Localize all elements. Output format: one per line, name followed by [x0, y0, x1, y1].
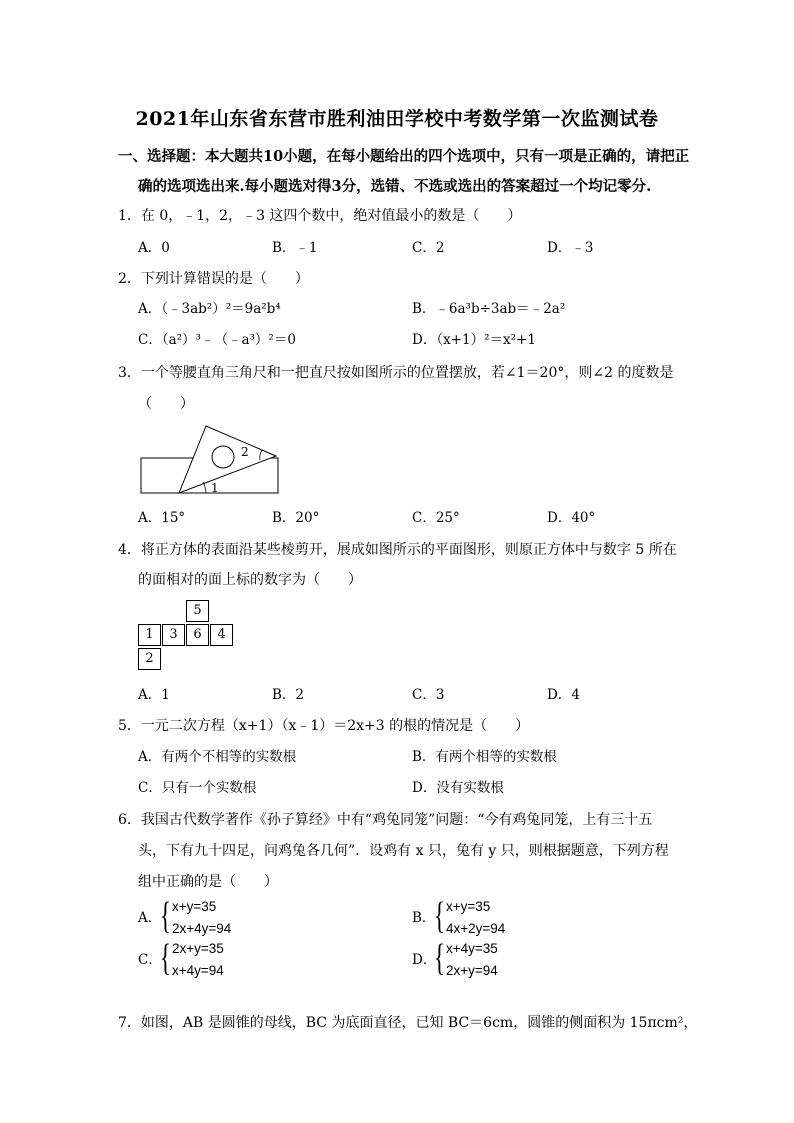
q2-option-b: B．﹣6a³b÷3ab＝﹣2a² [412, 301, 566, 317]
q1-option-c: C．2 [412, 240, 445, 256]
q3-option-a: A．15° [138, 510, 186, 526]
q1-stem: 1．在 0，﹣1，2，﹣3 这四个数中，绝对值最小的数是（ ） [118, 208, 522, 224]
cube-face-cell: 3 [162, 624, 185, 646]
q4-option-b: B．2 [272, 687, 305, 703]
q6-option-c-brace: { [160, 937, 171, 979]
cube-face-cell: 2 [138, 648, 161, 670]
q5-stem: 5．一元二次方程（x+1）（x﹣1）＝2x+3 的根的情况是（ ） [118, 718, 530, 734]
cube-face-cell: 6 [186, 624, 209, 646]
angle2-label: 2 [241, 445, 249, 459]
q5-option-c: C．只有一个实数根 [138, 780, 257, 796]
q1-option-a: A．0 [138, 240, 170, 256]
q4-stem: 4．将正方体的表面沿某些棱剪开，展成如图所示的平面图形，则原正方体中与数字 5 所在 [118, 542, 677, 558]
q1-option-d: D．﹣3 [547, 240, 594, 256]
q6-option-a-eq1: x+y=35 [172, 899, 217, 914]
section-heading-line2: 确的选项选出来.每小题选对得3分，选错、不选或选出的答案超过一个均记零分. [138, 178, 652, 195]
q3-figure [138, 420, 288, 500]
q6-stem-cont2: 组中正确的是（ ） [138, 874, 278, 890]
q5-option-a: A．有两个不相等的实数根 [138, 749, 297, 765]
q6-stem-cont: 头，下有九十四足，问鸡兔各几何”．设鸡有 x 只，兔有 y 只，则根据题意，下列方程 [138, 843, 669, 859]
q4-option-c: C．3 [412, 687, 445, 703]
cube-face-cell: 5 [186, 600, 209, 622]
q2-stem: 2．下列计算错误的是（ ） [118, 271, 309, 287]
q1-option-b: B．﹣1 [272, 240, 318, 256]
q4-option-a: A．1 [138, 687, 170, 703]
q6-option-a-label: A． [138, 910, 162, 926]
q6-option-c-label: C． [138, 952, 162, 968]
q4-option-d: D．4 [547, 687, 580, 703]
q6-option-b-eq2: 4x+2y=94 [446, 921, 506, 936]
q2-option-a: A．（﹣3ab²）²＝9a²b⁴ [138, 301, 281, 317]
q4-stem-cont: 的面相对的面上标的数字为（ ） [138, 572, 362, 588]
q6-option-a-brace: { [160, 895, 171, 937]
q2-option-c: C．（a²）³﹣（﹣a³）²＝0 [138, 332, 296, 348]
q3-option-c: C．25° [412, 510, 460, 526]
q6-stem: 6．我国古代数学著作《孙子算经》中有“鸡兔同笼”问题：“今有鸡兔同笼，上有三十五 [118, 812, 653, 828]
q6-option-d-brace: { [434, 937, 445, 979]
q2-option-d: D．（x+1）²＝x²+1 [412, 332, 536, 348]
q6-option-d-eq2: 2x+y=94 [446, 963, 498, 978]
q6-option-a-eq2: 2x+4y=94 [172, 921, 232, 936]
cube-face-cell: 1 [138, 624, 161, 646]
cube-face-cell: 4 [210, 624, 233, 646]
q3-stem: 3．一个等腰直角三角尺和一把直尺按如图所示的位置摆放，若∠1＝20°，则∠2 的度数是 [118, 365, 674, 381]
q6-option-b-brace: { [434, 895, 445, 937]
q5-option-b: B．有两个相等的实数根 [412, 749, 557, 765]
exam-title: 2021年山东省东营市胜利油田学校中考数学第一次监测试卷 [135, 108, 659, 130]
q3-option-d: D．40° [547, 510, 596, 526]
angle1-label: 1 [211, 481, 219, 495]
q6-option-b-eq1: x+y=35 [446, 899, 491, 914]
q6-option-d-eq1: x+4y=35 [446, 941, 498, 956]
section-heading-line1: 一、选择题：本大题共10小题，在每小题给出的四个选项中，只有一项是正确的，请把正 [118, 148, 690, 165]
q6-option-c-eq2: x+4y=94 [172, 963, 224, 978]
q6-option-c-eq1: 2x+y=35 [172, 941, 224, 956]
q6-option-d-label: D． [412, 952, 437, 968]
q3-stem-cont: （ ） [138, 396, 194, 412]
q5-option-d: D．没有实数根 [412, 780, 504, 796]
q3-option-b: B．20° [272, 510, 320, 526]
triangle-ruler-shape [179, 426, 276, 493]
q7-stem: 7．如图，AB 是圆锥的母线，BC 为底面直径，已知 BC＝6cm，圆锥的侧面积为 15πcm²， [118, 1015, 698, 1031]
q6-option-b-label: B． [412, 910, 436, 926]
